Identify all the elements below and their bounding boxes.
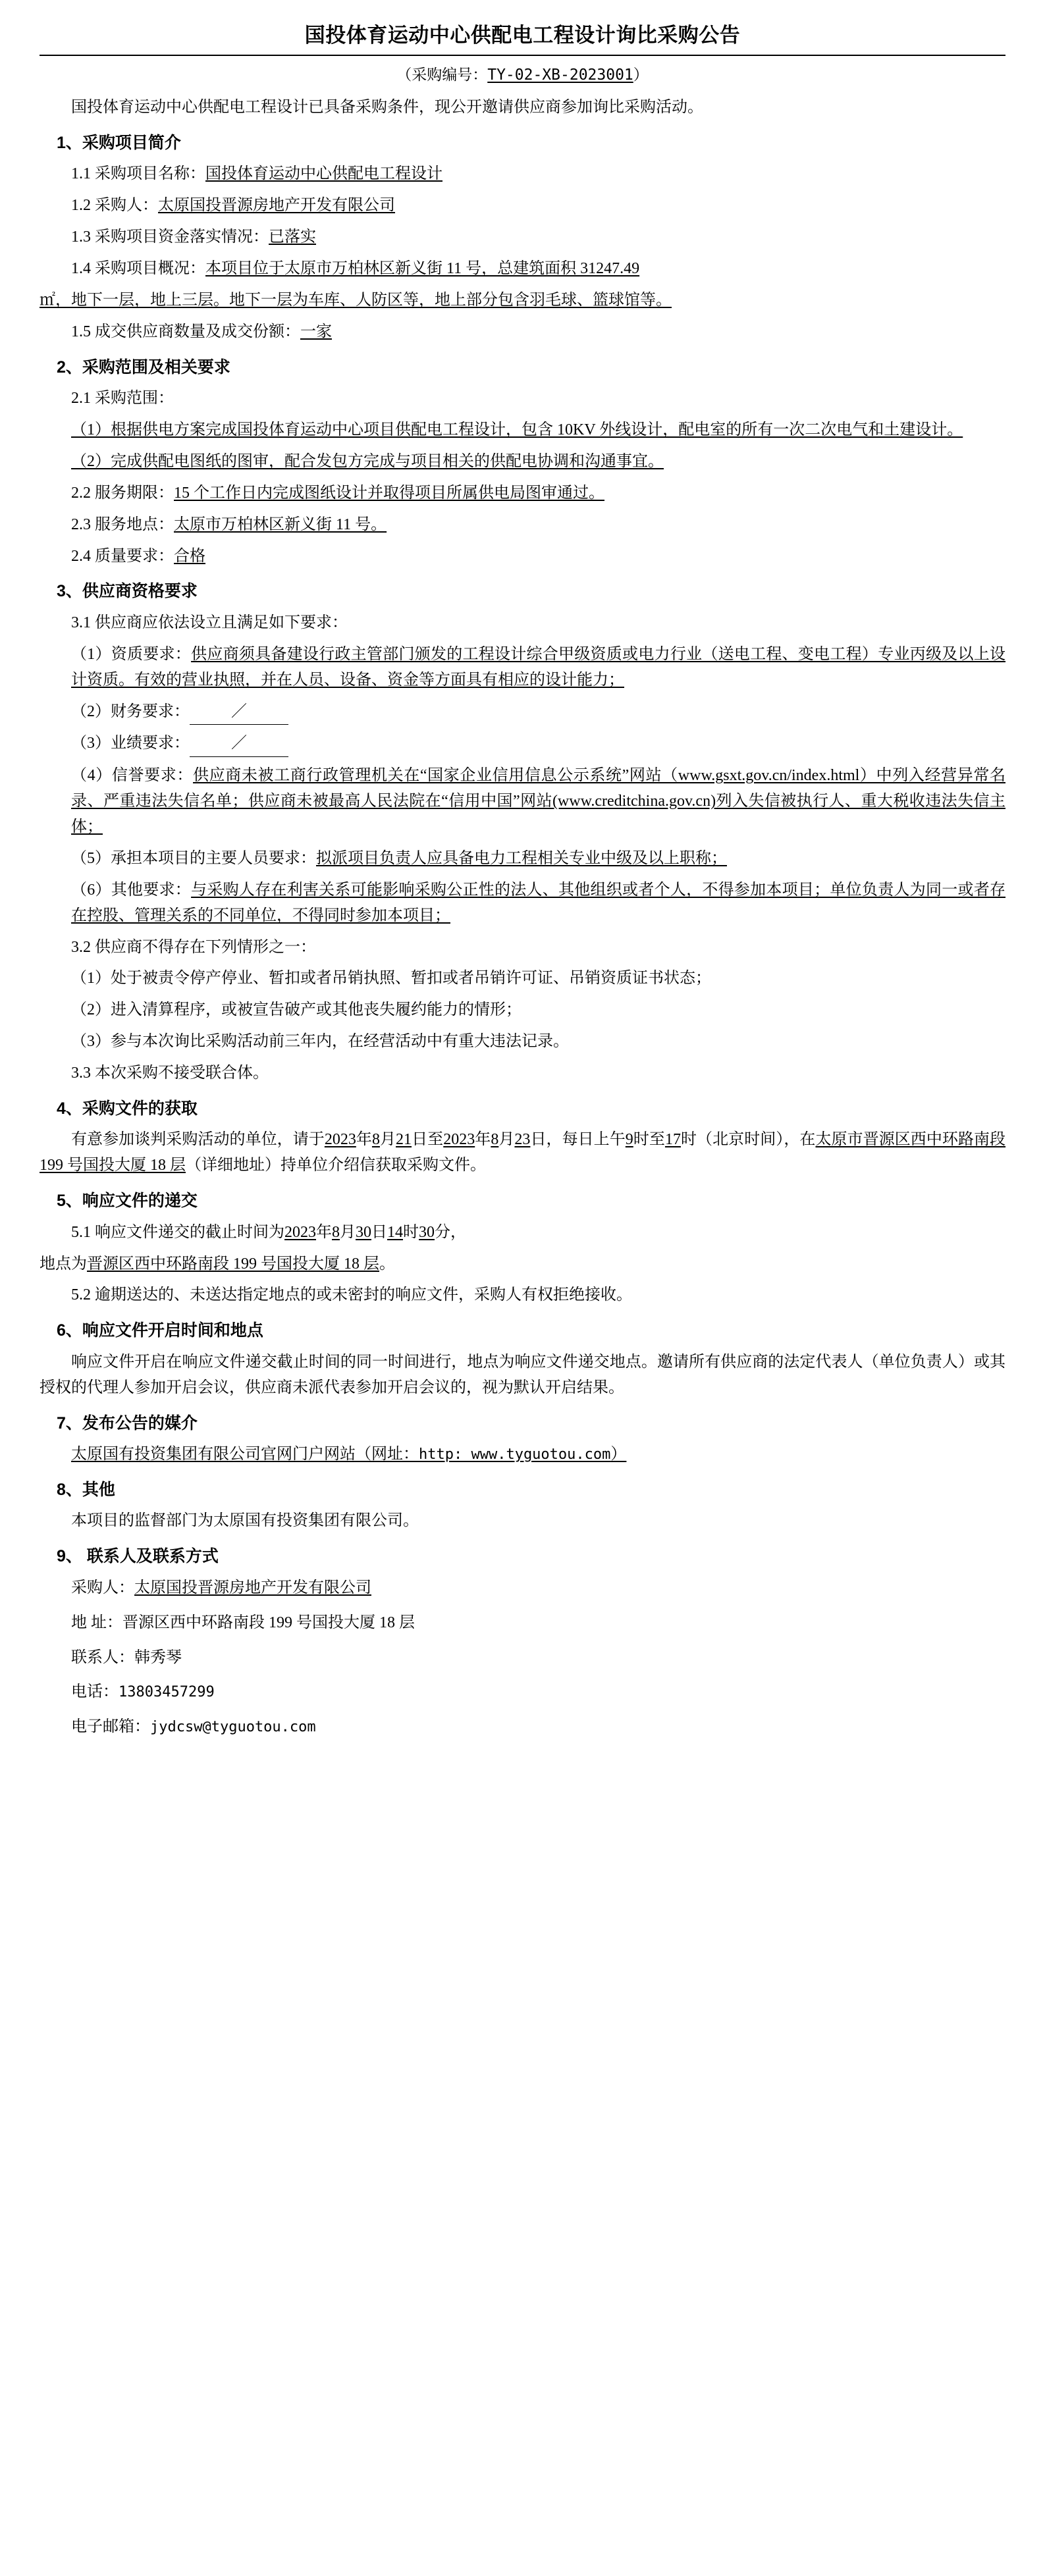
acquire-month-from: 8	[371, 1131, 380, 1149]
item-2-3	[71, 512, 1005, 538]
item-1-1-value: 国投体育运动中心供配电工程设计	[205, 165, 442, 183]
item-2-1-para-2	[71, 449, 1005, 475]
contact-address	[71, 1610, 1005, 1636]
acquire-y2: 年	[475, 1131, 491, 1149]
intro-paragraph: 国投体育运动中心供配电工程设计已具备采购条件，现公开邀请供应商参加询比采购活动。	[71, 99, 703, 116]
submit-hour: 14	[387, 1223, 403, 1241]
contact-email-label: 电子邮箱：	[71, 1718, 150, 1736]
item-3-1-2-value: ／	[190, 699, 288, 725]
purchase-number-prefix: （采购编号：	[396, 66, 488, 84]
acquire-tail: （详细地址）持单位介绍信获取采购文件。	[186, 1157, 486, 1174]
item-1-1	[71, 161, 1005, 187]
item-3-1-label: 3.1 供应商应依法设立且满足如下要求：	[71, 614, 348, 631]
item-3-1-2-label: （2）财务要求：	[71, 702, 190, 720]
contact-address-label: 地 址：	[71, 1614, 122, 1631]
contact-person	[71, 1645, 1005, 1671]
item-1-3-label: 1.3 采购项目资金落实情况：	[71, 228, 269, 246]
acquire-year-to: 2023	[443, 1131, 475, 1149]
section-3-heading: 3、供应商资格要求	[57, 582, 198, 601]
contact-buyer-label: 采购人：	[71, 1579, 134, 1596]
item-1-1-label: 1.1 采购项目名称：	[71, 165, 205, 183]
acquire-m1: 月	[379, 1131, 396, 1149]
item-1-4-value-line1: 本项目位于太原市万柏林区新义街 11 号，总建筑面积 31247.49	[205, 260, 640, 277]
submit-y: 年	[316, 1223, 332, 1241]
section-6-body: 响应文件开启在响应文件递交截止时间的同一时间进行，地点为响应文件递交地点。邀请所有供应商的法定代表人（单位负责人）或其授权的代理人参加开启会议，供应商未派代表参加开启会议的，视为默认开启结果。	[40, 1353, 1005, 1396]
item-1-5	[71, 319, 1005, 345]
acquire-address: 太原市晋源区西中环路南段 199 号国投大厦 18 层	[40, 1131, 1006, 1174]
item-1-4	[71, 256, 1005, 282]
section-8-heading: 8、其他	[57, 1480, 115, 1499]
section-7-body	[71, 1442, 1005, 1467]
item-3-1-3-value: ／	[190, 731, 288, 757]
acquire-year-from: 2023	[324, 1131, 356, 1149]
section-5-heading: 5、响应文件的递交	[57, 1192, 198, 1211]
item-3-1-1	[71, 642, 1005, 693]
item-5-1-place	[40, 1251, 1005, 1277]
section-1-heading: 1、采购项目简介	[57, 133, 181, 152]
item-2-1-para-2-text: （2）完成供配电图纸的图审，配合发包方完成与项目相关的供配电协调和沟通事宜。	[71, 452, 664, 470]
submit-d: 日	[371, 1223, 387, 1241]
item-1-4-label: 1.4 采购项目概况：	[71, 260, 205, 277]
acquire-y1: 年	[356, 1131, 372, 1149]
item-2-2-label: 2.2 服务期限：	[71, 484, 174, 502]
item-3-1-5-value: 拟派项目负责人应具备电力工程相关专业中级及以上职称；	[316, 849, 727, 867]
item-3-1-1-value: 供应商须具备建设行政主管部门颁发的工程设计综合甲级资质或电力行业（送电工程、变电工程）专业丙级及以上设计资质。有效的营业执照，并在人员、设备、资金等方面具有相应的设计能力；	[71, 645, 1006, 689]
submit-min: 分，	[435, 1223, 466, 1241]
submit-deadline-prefix: 5.1 响应文件递交的截止时间为	[71, 1223, 284, 1241]
purchase-number-value: TY-02-XB-2023001	[487, 66, 633, 84]
submit-minute: 30	[419, 1223, 435, 1241]
acquire-day-to: 23	[514, 1131, 531, 1149]
contact-block	[40, 1575, 1005, 1740]
submit-h: 时	[403, 1223, 419, 1241]
section-4-body	[40, 1127, 1005, 1178]
item-3-1-3	[71, 731, 1005, 757]
item-1-5-value: 一家	[300, 323, 332, 340]
item-3-1-1-label: （1）资质要求：	[71, 645, 192, 663]
contact-email-value[interactable]: jydcsw@tyguotou.com	[150, 1719, 316, 1736]
item-2-4-label: 2.4 质量要求：	[71, 547, 174, 565]
item-2-3-value: 太原市万柏林区新义街 11 号。	[174, 515, 387, 533]
submit-day: 30	[356, 1223, 371, 1241]
media-prefix: 太原国有投资集团有限公司官网门户网站（网址：	[71, 1446, 419, 1463]
item-2-2-value: 15 个工作日内完成图纸设计并取得项目所属供电局图审通过。	[174, 484, 604, 502]
acquire-day-from: 21	[396, 1131, 412, 1149]
acquire-time-from: 9	[625, 1131, 633, 1149]
item-3-2-3: （3）参与本次询比采购活动前三年内，在经营活动中有重大违法记录。	[71, 1033, 569, 1051]
submit-year: 2023	[284, 1223, 316, 1241]
item-3-1-4-label: （4）信誉要求：	[71, 767, 194, 785]
section-7-heading: 7、发布公告的媒介	[57, 1413, 198, 1433]
acquire-t2: 时（北京时间），在	[680, 1131, 816, 1149]
item-1-3	[71, 224, 1005, 250]
item-3-1-4-value: 供应商未被工商行政管理机关在“国家企业信用信息公示系统”网站（www.gsxt.gov.cn/index.html）中列入经营异常名录、严重违法失信名单；供应商未被最高人民法院在“信用中国”网站(www.creditchina.gov.cn)列入失信被执行人、重大税收违法失信主体；	[71, 767, 1005, 835]
contact-person-value: 韩秀琴	[134, 1648, 182, 1666]
section-9-heading: 9、 联系人及联系方式	[57, 1547, 219, 1566]
acquire-month-to: 8	[491, 1131, 499, 1149]
submit-place-suffix: 。	[379, 1255, 395, 1273]
submit-m: 月	[340, 1223, 356, 1241]
item-3-1-6-label: （6）其他要求：	[71, 881, 192, 899]
submit-month: 8	[332, 1223, 340, 1241]
contact-address-value: 晋源区西中环路南段 199 号国投大厦 18 层	[122, 1614, 415, 1631]
item-2-1-para-1-text: （1）根据供电方案完成国投体育运动中心项目供配电工程设计，包含 10KV 外线设计，配电室的所有一次二次电气和土建设计。	[71, 421, 963, 438]
section-6-heading: 6、响应文件开启时间和地点	[57, 1321, 263, 1340]
acquire-time-to: 17	[664, 1131, 681, 1149]
item-1-4-cont	[40, 288, 1005, 313]
item-1-2	[71, 193, 1005, 219]
doc-acquire-prefix: 有意参加谈判采购活动的单位，请于	[71, 1131, 325, 1149]
contact-phone-label: 电话：	[71, 1683, 119, 1701]
item-2-1-para-1	[71, 417, 1005, 443]
item-3-1-3-label: （3）业绩要求：	[71, 735, 190, 752]
item-3-1-4	[71, 763, 1005, 840]
acquire-d1: 日至	[412, 1131, 444, 1149]
section-2-heading: 2、采购范围及相关要求	[57, 357, 230, 377]
media-url[interactable]: http: www.tyguotou.com	[419, 1446, 611, 1463]
item-3-2-2: （2）进入清算程序，或被宣告破产或其他丧失履约能力的情形；	[71, 1001, 522, 1019]
item-5-1	[71, 1220, 1005, 1246]
contact-buyer-value: 太原国投晋源房地产开发有限公司	[134, 1579, 371, 1596]
submit-place-prefix: 地点为	[40, 1255, 87, 1273]
item-1-3-value: 已落实	[269, 228, 316, 246]
section-8-body: 本项目的监督部门为太原国有投资集团有限公司。	[71, 1512, 419, 1530]
item-3-1-6	[71, 878, 1005, 929]
contact-phone-value: 13803457299	[119, 1684, 215, 1701]
item-2-4-value: 合格	[174, 547, 205, 565]
contact-person-label: 联系人：	[71, 1648, 134, 1666]
acquire-m2: 月	[498, 1131, 515, 1149]
contact-email	[71, 1714, 1005, 1740]
item-3-2-label: 3.2 供应商不得存在下列情形之一：	[71, 938, 316, 956]
item-3-3: 3.3 本次采购不接受联合体。	[71, 1065, 269, 1082]
item-1-2-value: 太原国投晋源房地产开发有限公司	[158, 197, 395, 215]
item-2-4	[71, 544, 1005, 569]
item-3-1-5	[71, 846, 1005, 872]
item-1-5-label: 1.5 成交供应商数量及成交份额：	[71, 323, 300, 340]
item-3-2-1: （1）处于被责令停产停业、暂扣或者吊销执照、暂扣或者吊销许可证、吊销资质证书状态；	[71, 970, 711, 987]
acquire-d2: 日，每日上午	[530, 1131, 626, 1149]
item-1-4-value-line2: ㎡，地下一层，地上三层。地下一层为车库、人防区等，地上部分包含羽毛球、篮球馆等。	[40, 291, 672, 309]
purchase-number-suffix: ）	[633, 66, 649, 84]
item-3-1-5-label: （5）承担本项目的主要人员要求：	[71, 849, 316, 867]
submit-place: 晋源区西中环路南段 199 号国投大厦 18 层	[87, 1255, 379, 1273]
item-2-1-label: 2.1 采购范围：	[71, 390, 174, 407]
contact-phone	[71, 1679, 1005, 1705]
item-2-3-label: 2.3 服务地点：	[71, 515, 174, 533]
section-4-heading: 4、采购文件的获取	[57, 1099, 198, 1118]
item-2-2	[71, 481, 1005, 506]
item-1-2-label: 1.2 采购人：	[71, 197, 158, 215]
media-suffix: ）	[610, 1446, 627, 1463]
item-3-1-2	[71, 699, 1005, 725]
item-5-2: 5.2 逾期送达的、未送达指定地点的或未密封的响应文件，采购人有权拒绝接收。	[71, 1286, 632, 1304]
acquire-t1: 时至	[633, 1131, 665, 1149]
item-3-1-6-value: 与采购人存在利害关系可能影响采购公正性的法人、其他组织或者个人，不得参加本项目；单位负责人为同一或者存在控股、管理关系的不同单位，不得同时参加本项目；	[71, 881, 1006, 924]
purchase-number-line	[40, 63, 1005, 84]
page-title: 国投体育运动中心供配电工程设计询比采购公告	[40, 18, 1005, 56]
contact-buyer	[71, 1575, 1005, 1601]
